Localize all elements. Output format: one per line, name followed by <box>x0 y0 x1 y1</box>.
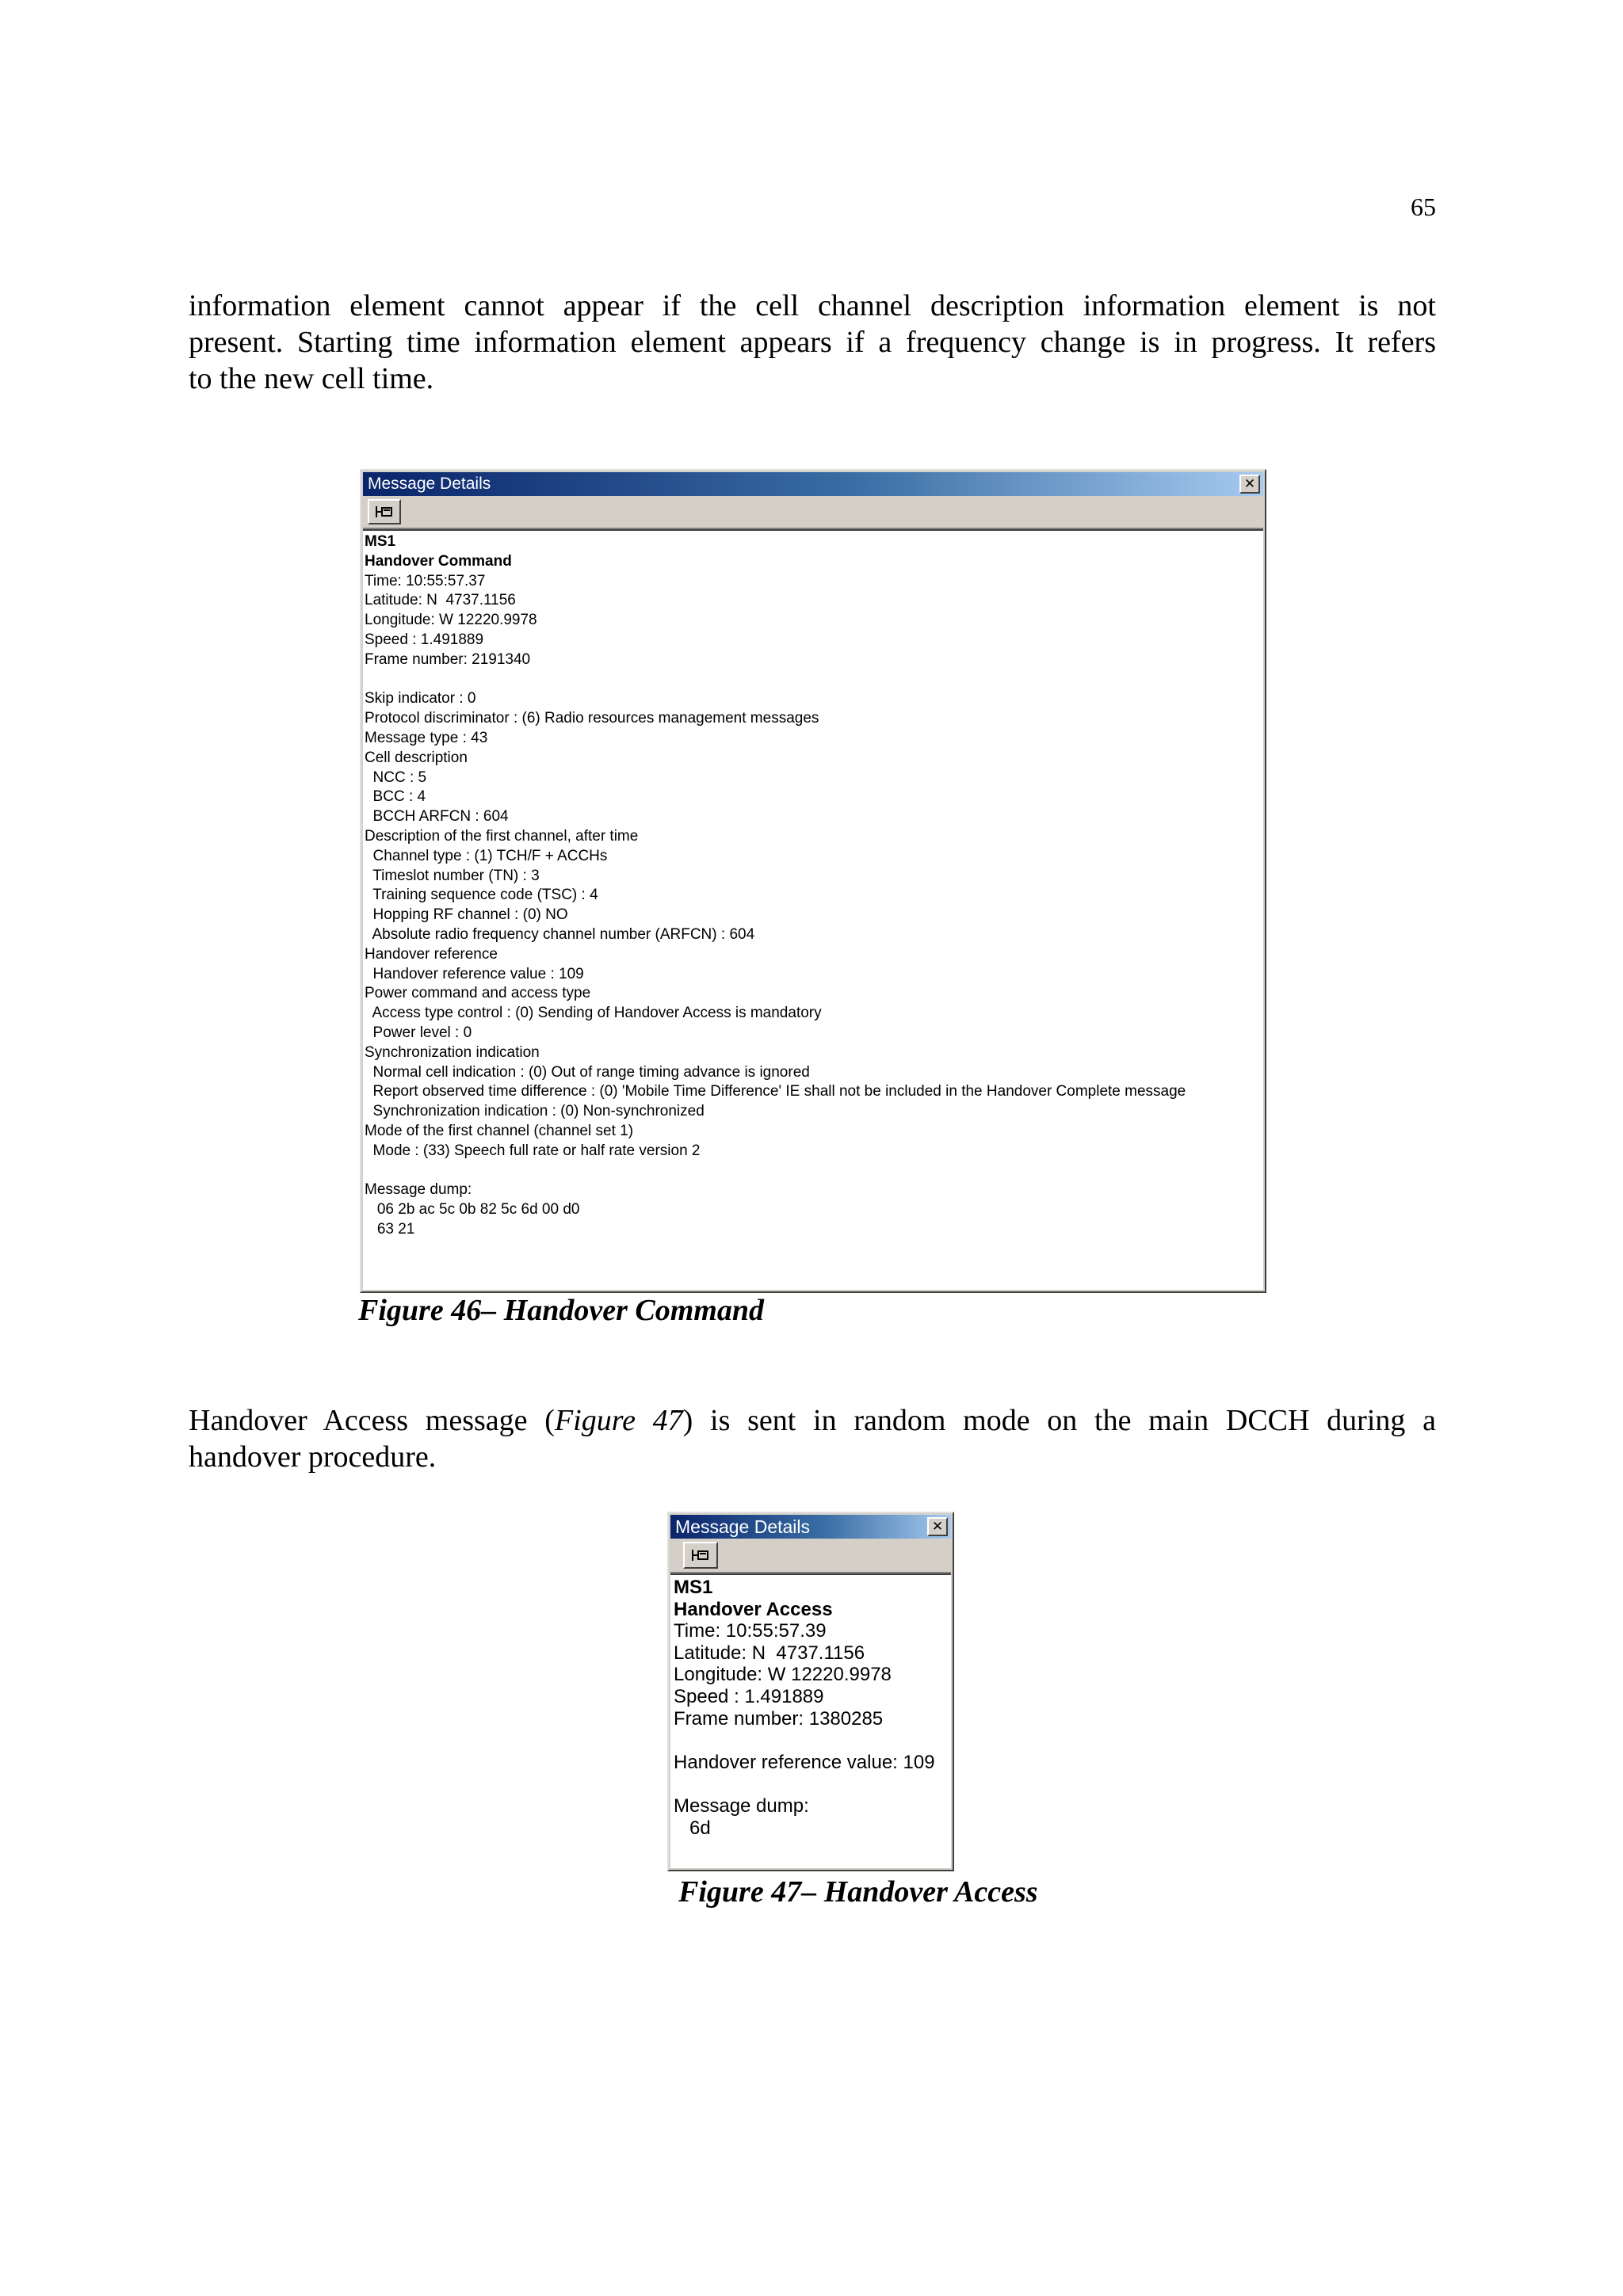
detail-line: Latitude: N 4737.1156 <box>365 592 516 609</box>
detail-line: Latitude: N 4737.1156 <box>674 1642 865 1664</box>
detail-line: Access type control : (0) Sending of Handover Access is mandatory <box>365 1005 822 1022</box>
detail-line <box>674 1773 949 1795</box>
message-details-content <box>670 1573 951 1868</box>
window-title: Message Details <box>368 475 491 493</box>
detail-line: Description of the first channel, after time <box>365 827 639 845</box>
detail-line: Skip indicator : 0 <box>365 690 476 707</box>
detail-line <box>365 1161 1262 1181</box>
detail-line: 6d <box>674 1817 711 1839</box>
detail-line: Mode of the first channel (channel set 1) <box>365 1122 634 1139</box>
intro-paragraph <box>189 288 1436 397</box>
detail-line: Power command and access type <box>365 985 591 1002</box>
detail-line: Frame number: 2191340 <box>365 650 531 668</box>
detail-line: Message dump: <box>365 1181 472 1199</box>
window-title-bar[interactable] <box>363 472 1263 496</box>
detail-line: BCC : 4 <box>365 788 426 806</box>
figure-reference: Figure 47 <box>554 1404 683 1437</box>
page-number: 65 <box>1411 193 1436 221</box>
window-title-bar[interactable] <box>670 1515 951 1539</box>
detail-line: Time: 10:55:57.37 <box>365 572 486 589</box>
detail-line: 63 21 <box>365 1220 415 1238</box>
detail-line: Frame number: 1380285 <box>674 1707 884 1730</box>
detail-line: Protocol discriminator : (6) Radio resources management messages <box>365 710 819 727</box>
paragraph-line: handover procedure. <box>189 1440 437 1474</box>
pin-icon <box>691 1548 710 1562</box>
figure-47-caption: Figure 47– Handover Access <box>678 1875 1038 1909</box>
detail-line: Speed : 1.491889 <box>365 631 484 648</box>
detail-line: BCCH ARFCN : 604 <box>365 808 509 826</box>
detail-line <box>365 670 1262 690</box>
message-details-window-handover-command <box>360 469 1266 1293</box>
paragraph-text: Handover Access message ( <box>189 1404 555 1437</box>
paragraph-line <box>189 1402 1436 1439</box>
detail-line: Report observed time difference : (0) 'Mobile Time Difference' IE shall not be included in the Handover Complete message <box>365 1083 1186 1100</box>
message-name: Handover Access <box>674 1598 833 1620</box>
detail-line: Absolute radio frequency channel number (ARFCN) : 604 <box>365 925 755 943</box>
paragraph-line: information element cannot appear if the cell channel description information element is not <box>189 289 1436 322</box>
detail-line: NCC : 5 <box>365 769 427 786</box>
message-name: Handover Command <box>365 552 512 570</box>
detail-line: Handover reference <box>365 945 498 963</box>
detail-line: Longitude: W 12220.9978 <box>674 1664 892 1686</box>
detail-line: Synchronization indication : (0) Non-synchronized <box>365 1103 705 1120</box>
message-detail-lines <box>674 1620 949 1839</box>
pin-icon <box>375 505 394 519</box>
detail-line: 06 2b ac 5c 0b 82 5c 6d 00 d0 <box>365 1201 580 1219</box>
handover-access-paragraph <box>189 1402 1436 1475</box>
figure-46-caption: Figure 46– Handover Command <box>358 1294 764 1327</box>
detail-line: Time: 10:55:57.39 <box>674 1620 827 1642</box>
detail-line: Message type : 43 <box>365 729 488 746</box>
detail-line: Hopping RF channel : (0) NO <box>365 906 568 924</box>
detail-line: Handover reference value: 109 <box>674 1751 935 1773</box>
close-icon: ✕ <box>931 1519 944 1535</box>
message-details-content <box>363 529 1263 1290</box>
paragraph-line: present. Starting time information element appears if a frequency change is in progress. It refers <box>189 326 1436 359</box>
ms-label: MS1 <box>674 1577 713 1598</box>
pin-button[interactable] <box>368 499 401 524</box>
close-icon: ✕ <box>1243 476 1256 492</box>
paragraph-text: ) is sent in random mode on the main DCCH during a <box>682 1404 1436 1437</box>
detail-line: Power level : 0 <box>365 1024 472 1041</box>
detail-line: Cell description <box>365 749 468 766</box>
paragraph-line: to the new cell time. <box>189 362 434 395</box>
pin-button[interactable] <box>683 1542 718 1569</box>
message-detail-lines <box>365 572 1262 1240</box>
detail-line <box>674 1730 949 1752</box>
window-toolbar <box>363 496 1263 529</box>
message-details-window-handover-access <box>667 1512 954 1871</box>
close-button[interactable] <box>1239 475 1260 494</box>
detail-line: Normal cell indication : (0) Out of range timing advance is ignored <box>365 1063 810 1081</box>
detail-line: Speed : 1.491889 <box>674 1685 824 1707</box>
detail-line: Synchronization indication <box>365 1043 540 1061</box>
detail-line: Longitude: W 12220.9978 <box>365 612 537 629</box>
detail-line: Training sequence code (TSC) : 4 <box>365 887 598 904</box>
ms-label: MS1 <box>365 533 396 550</box>
detail-line: Channel type : (1) TCH/F + ACCHs <box>365 847 608 864</box>
window-toolbar <box>670 1539 951 1573</box>
detail-line: Timeslot number (TN) : 3 <box>365 867 540 884</box>
detail-line: Mode : (33) Speech full rate or half rate version 2 <box>365 1142 701 1159</box>
window-title: Message Details <box>675 1516 811 1537</box>
detail-line: Message dump: <box>674 1794 809 1817</box>
close-button[interactable] <box>927 1517 948 1536</box>
detail-line: Handover reference value : 109 <box>365 965 584 982</box>
